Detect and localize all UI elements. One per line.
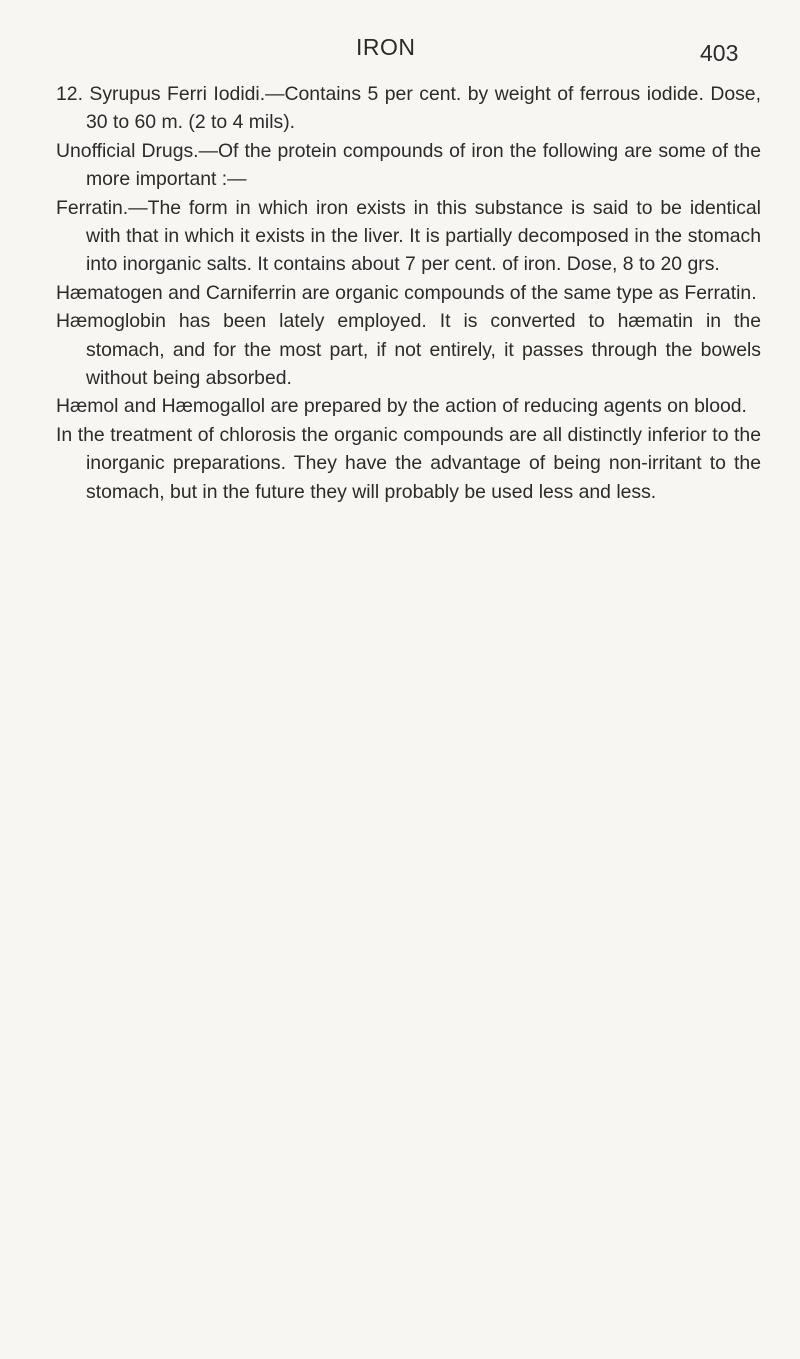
paragraph-heading: Hæmatogen and Carniferrin [56,281,297,304]
paragraph-text: are organic compounds of the same type as Ferratin. [296,281,757,304]
paragraph-heading: Ferratin. [56,196,129,219]
paragraph-heading: Hæmol and Hæmogallol [56,395,266,418]
paragraph-text: —Of the protein compounds of iron the following are some of the more important :— [86,139,761,191]
paragraph-haematogen [56,279,761,307]
paragraph-ferratin [56,194,761,279]
running-head [0,34,800,70]
paragraph-heading: 12. Syrupus Ferri Iodidi. [56,83,266,105]
paragraph-text: In the treatment of chlorosis the organic compounds are all distinctly inferior to the inorganic preparations. They have the advantage of being non-irritant to the stomach, but in the future they will probably be used less and less. [56,423,761,503]
body-text [56,80,761,506]
paragraph-heading: Unofficial Drugs. [56,139,199,162]
paragraph-haemoglobin [56,307,761,392]
page-title: IRON [356,34,416,60]
paragraph-text: —The form in which iron exists in this substance is said to be identical with that in which it exists in the liver. It is partially decomposed in the stomach into inorganic salts. It contains about 7 per cent. of iron. Dose, 8 to 20 grs. [86,196,761,276]
paragraph-text: —Contains 5 per cent. by weight of ferrous iodide. Dose, 30 to 60 m. (2 to 4 mils). [86,83,761,134]
paragraph-heading: Hæmoglobin [56,310,166,333]
paragraph-syrupus-ferri-iodidi [56,80,761,137]
paragraph-text: has been lately employed. It is converted to hæmatin in the stomach, and for the most part, if not entirely, it passes through the bowels without being absorbed. [86,310,761,390]
paragraph-haemol [56,392,761,420]
paragraph-text: are prepared by the action of reducing agents on blood. [265,395,747,418]
paragraph-unofficial-drugs [56,137,761,194]
page-number: 403 [700,40,739,66]
paragraph-chlorosis [56,421,761,506]
